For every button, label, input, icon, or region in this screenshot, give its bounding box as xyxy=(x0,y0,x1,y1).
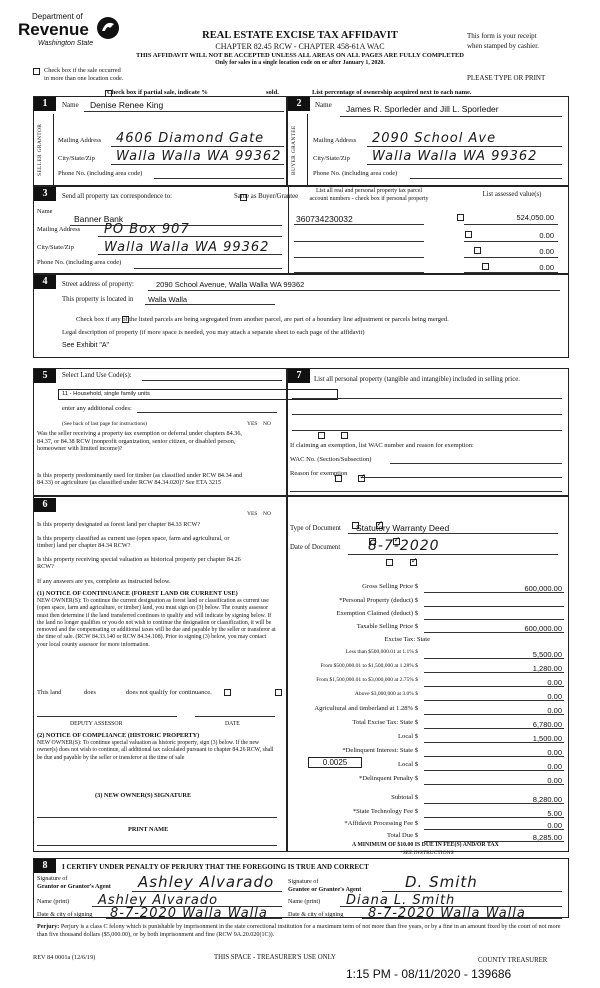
doc-type[interactable]: Statutory Warranty Deed xyxy=(356,523,450,533)
calc-row-label: Less than $500,000.01 at 1.1% $ xyxy=(345,649,418,655)
calc-row-label: *Personal Property (deduct) $ xyxy=(339,597,418,604)
does-not-label: does not qualify for continuance. xyxy=(126,689,212,696)
exemption-question: Was the seller receiving a property tax exemption or deferral under chapters 84.36, 84.37, or 84.38 RCW (nonprofit organization, senior citizen, or disabled person, homeowner with limited income)? xyxy=(37,430,242,452)
parcel-value[interactable]: 0.00 xyxy=(539,247,554,256)
grantee-date-label: Date & city of signing xyxy=(288,911,344,918)
tax-corr-city[interactable]: Walla Walla WA 99362 xyxy=(104,240,270,255)
s2-side-label: BUYER GRANTEE xyxy=(291,125,297,175)
wac-label: WAC No. (Section/Subsection) xyxy=(290,456,372,463)
s2-name-label: Name xyxy=(315,101,332,109)
section-3-number: 3 xyxy=(34,187,56,201)
grantee-print-label: Name (print) xyxy=(288,898,321,905)
section-2-number: 2 xyxy=(288,97,310,111)
dept-logo xyxy=(18,12,128,52)
form-revision: REV 84 0001a (12/6/19) xyxy=(33,954,96,961)
perjury-text: Perjury is a class C felony which is punishable by imprisonment in the state correctional institution for a maximum term of not more than five years, or by a fine in an amount fixed by the court of not more than five thousand dollars ($5,000.00), or by both imprisonment and fine (RCW 9A.20.020(1C)). xyxy=(37,924,561,938)
continuance-body: NEW OWNER(S): To continue the current designation as forest land or classification as current use (open space, farm and agriculture, or timber) land, you must sign on (3) below. The county assessor must then determine if the land transferred continues to qualify and will indicate by signing below. If the land no longer qualifies or you do not wish to continue the designation or classification, it will be removed and the compensating or additional taxes will be due and payable by the seller or transferor at the time of sale. (RCW 84.33.140 or RCW 84.34.108). Prior to signing (3) below, you may contact your local county assessor for more information. xyxy=(37,598,276,648)
grantor-signature[interactable]: Ashley Alvarado xyxy=(138,873,275,891)
calc-row-label: From $1,500,000.01 to $3,000,000 at 2.75% $ xyxy=(316,677,418,683)
buyer-name[interactable]: James R. Sporleder and Jill L. Sporleder xyxy=(346,104,499,114)
state-label: Washington State xyxy=(38,40,94,47)
current-use-question: Is this property classified as current use (open space, farm and agricultural, or timber) land per chapter 84.34 RCW? xyxy=(37,535,230,549)
section-8-number: 8 xyxy=(34,859,56,873)
grantor-print-label: Name (print) xyxy=(37,898,70,905)
compliance-body: NEW OWNER(S): To continue special valuation as historic property, sign (3) below. If the new owner(s) does not wish to continue, all additional tax calculated pursuant to chapter 84.26 RCW, shall be due and payable by the seller or transferor at the time of sale xyxy=(37,740,274,761)
calc-row-label: Exemption Claimed (deduct) $ xyxy=(336,610,418,617)
property-street[interactable]: 2090 School Avenue, Walla Walla WA 99362 xyxy=(156,280,305,289)
property-location[interactable]: Walla Walla xyxy=(148,295,188,304)
cashier-stamp: 1:15 PM - 08/11/2020 - 139686 xyxy=(346,967,512,981)
s3-send-label: Send all property tax correspondence to: xyxy=(62,193,173,200)
calc-row-value[interactable]: 1,280.00 xyxy=(532,664,562,673)
s1-name-label: Name xyxy=(62,101,79,109)
ownership-pct-note: List percentage of ownership acquired next to each name. xyxy=(312,89,472,96)
does-label: does xyxy=(84,689,96,696)
s1-city-label: City/State/Zip xyxy=(58,155,95,162)
form-notice: THIS AFFIDAVIT WILL NOT BE ACCEPTED UNLESS ALL AREAS ON ALL PAGES ARE FULLY COMPLETED xyxy=(136,52,464,59)
tax-corr-mail[interactable]: PO Box 907 xyxy=(104,222,190,237)
parcel-row[interactable]: 360734230032 xyxy=(296,214,353,224)
calc-row-label: Gross Selling Price $ xyxy=(362,583,418,590)
calc-row-value[interactable]: 6,780.00 xyxy=(532,720,562,729)
county-treasurer: COUNTY TREASURER xyxy=(478,957,548,964)
calc-row-value[interactable]: 600,000.00 xyxy=(524,584,562,593)
land-use-label: Select Land Use Code(s): xyxy=(62,372,132,379)
calc-row-label: Subtotal $ xyxy=(391,794,418,801)
multi-location-label-2: in more than one location code. xyxy=(44,75,124,82)
deputy-date-label: DATE xyxy=(225,721,240,727)
type-or-print: PLEASE TYPE OR PRINT xyxy=(467,74,546,82)
form-chapter: CHAPTER 82.45 RCW - CHAPTER 458-61A WAC xyxy=(215,42,385,51)
section-4-number: 4 xyxy=(34,275,56,289)
s3-city-label: City/State/Zip xyxy=(37,244,74,251)
buyer-city[interactable]: Walla Walla WA 99362 xyxy=(372,149,538,164)
revenue-logo-icon xyxy=(96,16,120,40)
s5-no-label: NO xyxy=(263,421,271,427)
parcel-header-2: account numbers - check box if personal property xyxy=(309,196,429,202)
s2-city-label: City/State/Zip xyxy=(313,155,350,162)
continuance-title: (1) NOTICE OF CONTINUANCE (FOREST LAND OR CURRENT USE) xyxy=(37,590,238,597)
grantor-sig-lbl-1: Signature of xyxy=(37,875,68,882)
seller-city[interactable]: Walla Walla WA 99362 xyxy=(116,149,282,164)
seller-name[interactable]: Denise Renee King xyxy=(90,100,164,110)
buyer-mail[interactable]: 2090 School Ave xyxy=(372,131,497,146)
assessed-header: List assessed value(s) xyxy=(482,191,542,198)
parcel-value[interactable]: 0.00 xyxy=(539,263,554,272)
exemption-label: If claiming an exemption, list WAC number and reason for exemption: xyxy=(290,442,474,449)
grantee-signature[interactable]: D. Smith xyxy=(405,873,478,891)
calc-row-label: Agricultural and timberland at 1.28% $ xyxy=(314,705,418,712)
calc-row-label: *Delinquent Penalty $ xyxy=(359,775,418,782)
calc-row-value[interactable]: 0.00 xyxy=(547,821,562,830)
calc-row-label: Local $ xyxy=(398,761,418,768)
calc-row-label: Taxable Selling Price $ xyxy=(356,623,418,630)
compliance-title: (2) NOTICE OF COMPLIANCE (HISTORIC PROPERTY) xyxy=(37,732,200,739)
does-checkbox[interactable] xyxy=(224,689,231,696)
doc-date[interactable]: 8-7-2020 xyxy=(368,538,440,554)
s2-phone-label: Phone No. (including area code) xyxy=(313,170,398,177)
grantee-sig-lbl-1: Signature of xyxy=(288,878,319,885)
tax-corr-name[interactable]: Banner Bank xyxy=(74,214,124,224)
calc-row-label: Total Excise Tax: State $ xyxy=(352,719,418,726)
calc-row-value[interactable]: 0.00 xyxy=(547,776,562,785)
s1-mail-label: Mailing Address xyxy=(58,137,102,144)
calc-row-value[interactable]: 8,285.00 xyxy=(532,833,562,842)
same-as-buyer-label: Same as Buyer/Grantee xyxy=(234,193,299,200)
calc-row-value[interactable]: 5,500.00 xyxy=(532,650,562,659)
perjury-label: Perjury: xyxy=(37,924,60,930)
grantor-sig-lbl-2: Grantor or Grantor's Agent xyxy=(37,883,111,890)
local-rate: 0.0025 xyxy=(322,758,348,767)
calc-row-label: Total Due $ xyxy=(386,832,418,839)
doc-date-label: Date of Document xyxy=(290,544,341,551)
seller-mail[interactable]: 4606 Diamond Gate xyxy=(116,131,265,146)
located-in-label: This property is located in xyxy=(62,296,134,303)
calc-row-value[interactable]: 0.00 xyxy=(547,762,562,771)
parcel-personal-checkbox[interactable] xyxy=(457,214,464,221)
if-yes-note: If any answers are yes, complete as instructed below. xyxy=(37,578,171,585)
receipt-line-1: This form is your receipt xyxy=(467,32,537,40)
personal-property-label: List all personal property (tangible and intangible) included in selling price. xyxy=(314,376,520,383)
s6-no-label: NO xyxy=(263,511,271,517)
partial-sale-label: Check box if partial sale, indicate % xyxy=(107,89,208,96)
certify-label: I CERTIFY UNDER PENALTY OF PERJURY THAT THE FOREGOING IS TRUE AND CORRECT xyxy=(62,863,369,871)
calc-row-value[interactable]: 600,000.00 xyxy=(524,624,562,633)
doc-type-label: Type of Document xyxy=(290,525,341,532)
calc-row-value[interactable]: 0.00 xyxy=(547,678,562,687)
see-instructions: *SEE INSTRUCTIONS xyxy=(400,850,454,856)
land-use-code: 11 - Household, single family units xyxy=(62,391,150,397)
form-title: REAL ESTATE EXCISE TAX AFFIDAVIT xyxy=(202,30,398,41)
parcel-header-1: List all real and personal property tax parcel xyxy=(315,188,423,194)
calc-row-value[interactable]: 8,280.00 xyxy=(532,795,562,804)
s6-yes-label: YES xyxy=(247,511,258,517)
form-sub: Only for sales in a single location code on or after January 1, 2020. xyxy=(215,60,385,66)
legal-desc[interactable]: See Exhibit "A" xyxy=(62,342,109,349)
multi-location-label-1: Check box if the sale occurred xyxy=(44,67,121,74)
reason-label: Reason for exemption xyxy=(290,470,348,477)
see-back-note: (See back of last page for instructions) xyxy=(62,421,147,427)
grantee-print-name[interactable]: Diana L. Smith xyxy=(346,893,456,908)
calc-row-label: Local $ xyxy=(398,733,418,740)
section-5-number: 5 xyxy=(34,369,56,383)
dept-label: Department of xyxy=(32,12,83,21)
s5-yes-label: YES xyxy=(247,421,258,427)
grantee-sig-lbl-2: Grantee or Grantee's Agent xyxy=(288,886,362,893)
forest-question: Is this property designated as forest land per chapter 84.33 RCW? xyxy=(37,521,201,528)
calc-row-label: *Affidavit Processing Fee $ xyxy=(344,820,418,827)
s1-side-label: SELLER GRANTOR xyxy=(37,123,43,177)
treasurer-space: THIS SPACE - TREASURER'S USE ONLY xyxy=(214,954,336,961)
grantor-date-city[interactable]: 8-7-2020 Walla Walla xyxy=(110,906,268,921)
this-land-label: This land xyxy=(37,689,62,696)
calc-row-label: Above $3,000,000 at 3.0% $ xyxy=(354,691,418,697)
partial-sale-sold: sold. xyxy=(266,89,279,96)
parcel-value[interactable]: 0.00 xyxy=(539,231,554,240)
does-not-checkbox[interactable] xyxy=(275,689,282,696)
legal-desc-label: Legal description of property (if more space is needed, you may attach a separate sheet to each page of the affidavit) xyxy=(62,329,365,336)
section-1-number: 1 xyxy=(34,97,56,111)
grantee-date-city[interactable]: 8-7-2020 Walla Walla xyxy=(368,906,526,921)
calc-row-label: From $500,000.01 to $1,500,000 at 1.28% $ xyxy=(320,663,418,669)
new-owner-sig-label: (3) NEW OWNER(S) SIGNATURE xyxy=(95,792,192,799)
section-7-number: 7 xyxy=(288,369,310,383)
segregation-label: Check box if any of the listed parcels are being segregated from another parcel, are part of a boundary line adjustment or parcels being merged. xyxy=(76,316,449,323)
minimum-note: A MINIMUM OF $10.00 IS DUE IN FEE(S) AND/OR TAX xyxy=(352,842,499,848)
perjury-notice xyxy=(37,924,563,939)
additional-codes-label: enter any additional codes: xyxy=(62,405,132,412)
section-6-number: 6 xyxy=(34,498,56,512)
calc-row-label: *Delinquent Interest: State $ xyxy=(342,747,418,754)
grantor-date-label: Date & city of signing xyxy=(37,911,93,918)
calc-row-value[interactable]: 0.00 xyxy=(547,706,562,715)
calc-row-label: *State Technology Fee $ xyxy=(352,808,418,815)
multi-location-checkbox[interactable] xyxy=(33,68,40,75)
revenue-label: Revenue xyxy=(18,20,89,39)
s1-phone-label: Phone No. (including area code) xyxy=(58,170,143,177)
deputy-label: DEPUTY ASSESSOR xyxy=(70,721,123,727)
street-label: Street address of property: xyxy=(62,281,134,288)
parcel-value[interactable]: 524,050.00 xyxy=(516,213,554,222)
grantor-print-name[interactable]: Ashley Alvarado xyxy=(98,893,219,908)
calc-row-value[interactable]: 5.00 xyxy=(547,809,562,818)
s3-phone-label: Phone No. (including area code) xyxy=(37,259,122,266)
calc-row-value[interactable]: 0.00 xyxy=(547,692,562,701)
s3-name-label: Name xyxy=(37,208,53,215)
print-name-label: PRINT NAME xyxy=(128,826,169,833)
s2-mail-label: Mailing Address xyxy=(313,137,357,144)
calc-row-label: Excise Tax: State xyxy=(384,636,430,643)
calc-row-value[interactable]: 0.00 xyxy=(547,748,562,757)
historic-question: Is this property receiving special valuation as historical property per chapter 84.26 RCW? xyxy=(37,556,241,570)
calc-row-value[interactable]: 1,500.00 xyxy=(532,734,562,743)
receipt-line-2: when stamped by cashier. xyxy=(467,42,539,50)
timber-question: Is this property predominantly used for timber (as classified under RCW 84.34 and 84.33) or agriculture (as classified under RCW 84.34.020)? See ETA 3215 xyxy=(37,472,243,486)
s3-mail-label: Mailing Address xyxy=(37,226,81,233)
